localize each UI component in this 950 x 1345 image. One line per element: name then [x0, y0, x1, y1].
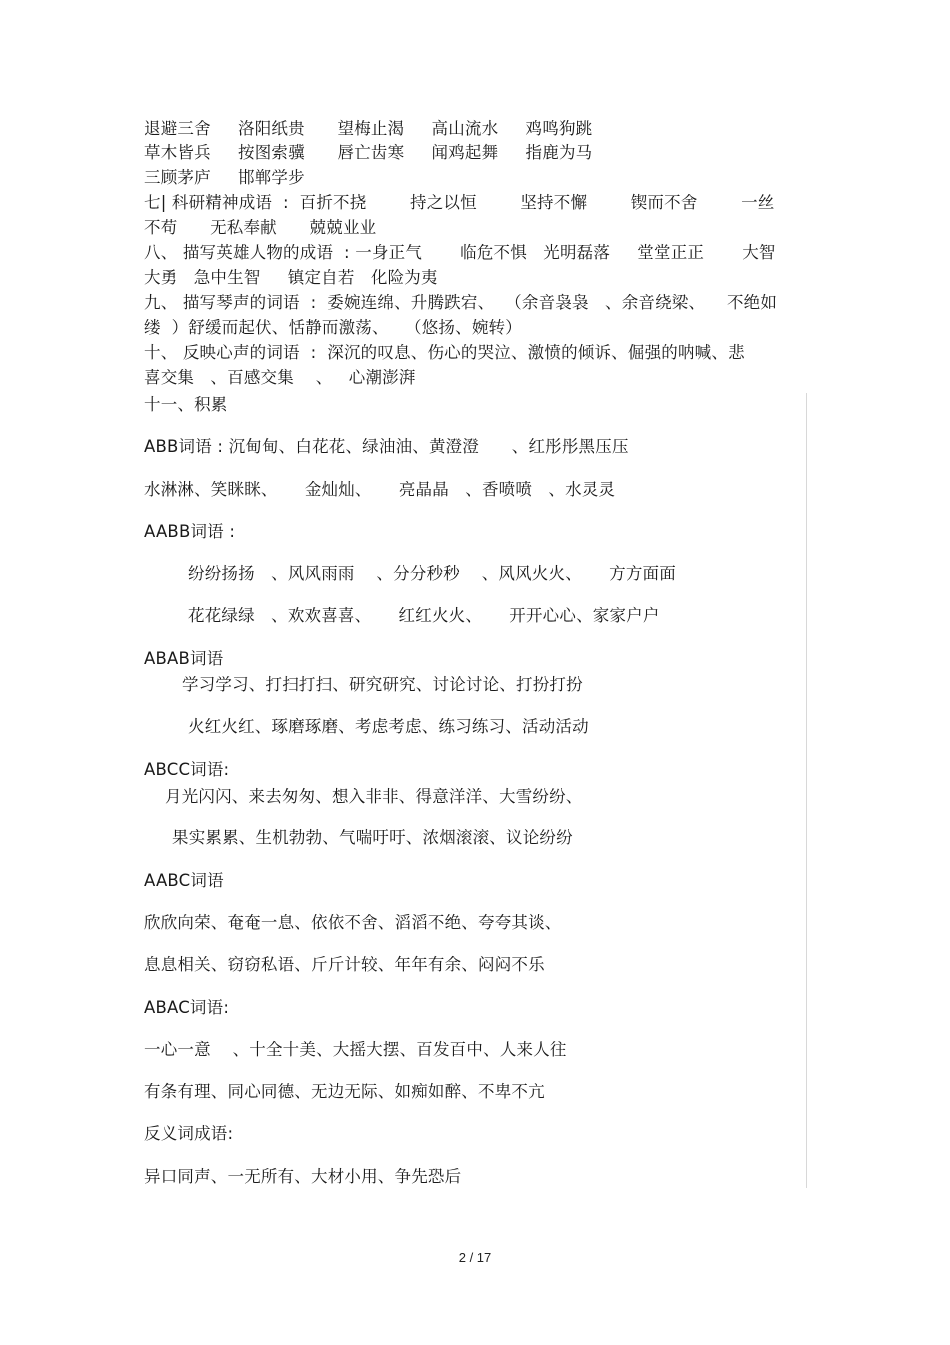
text-line: 喜交集 、百感交集 、 心潮澎湃	[144, 368, 416, 387]
text-line: 花花绿绿 、欢欢喜喜、 红红火火、 开开心心、家家户户	[188, 606, 660, 625]
subheading: AABB词语 :	[144, 522, 236, 541]
text-line: 九、 描写琴声的词语 : 委婉连绵、升腾跌宕、 （余音袅袅 、余音绕梁、 不绝如	[144, 293, 778, 312]
text-line: 大勇 急中生智 镇定自若 化险为夷	[144, 268, 438, 287]
text-line: 果实累累、生机勃勃、气喘吁吁、浓烟滚滚、议论纷纷	[172, 828, 573, 847]
text-line: 欣欣向荣、奄奄一息、依依不舍、滔滔不绝、夸夸其谈、	[144, 913, 562, 932]
text-line: 七| 科研精神成语 : 百折不挠 持之以恒 坚持不懈 锲而不舍 一丝	[144, 193, 775, 212]
text-line: 息息相关、窃窃私语、斤斤计较、年年有余、闷闷不乐	[144, 955, 545, 974]
text-line: 不苟 无私奉献 兢兢业业	[144, 218, 377, 237]
text-line: 退避三舍 洛阳纸贵 望梅止渴 高山流水 鸡鸣狗跳	[144, 119, 593, 138]
text-line: 火红火红、琢磨琢磨、考虑考虑、练习练习、活动活动	[188, 717, 589, 736]
text-line: 草木皆兵 按图索骥 唇亡齿寒 闻鸡起舞 指鹿为马	[144, 143, 593, 162]
subheading: AABC词语	[144, 871, 224, 890]
text-line: 八、 描写英雄人物的成语 : 一身正气 临危不惧 光明磊落 堂堂正正 大智	[144, 243, 776, 262]
subheading: ABCC词语:	[144, 760, 230, 779]
text-line: 缕 ）舒缓而起伏、恬静而激荡、 （悠扬、婉转）	[144, 318, 522, 337]
text-line: 一心一意 、十全十美、大摇大摆、百发百中、人来人往	[144, 1040, 567, 1059]
text-line: 异口同声、一无所有、大材小用、争先恐后	[144, 1167, 462, 1186]
text-line: 有条有理、同心同德、无边无际、如痴如醉、不卑不亢	[144, 1082, 545, 1101]
text-line: 月光闪闪、来去匆匆、想入非非、得意洋洋、大雪纷纷、	[165, 787, 583, 806]
page-number: 2 / 17	[458, 1250, 492, 1265]
subheading: ABAB词语	[144, 649, 224, 668]
section-heading: 十一、积累	[144, 395, 228, 414]
text-line: 三顾茅庐 邯郸学步	[144, 168, 305, 187]
text-line: 十、 反映心声的词语 : 深沉的叹息、伤心的哭泣、激愤的倾诉、倔强的呐喊、悲	[144, 343, 745, 362]
text-line: ABB词语 : 沉甸甸、白花花、绿油油、黄澄澄 、红彤彤黑压压	[144, 437, 629, 456]
text-line: 纷纷扬扬 、风风雨雨 、分分秒秒 、风风火火、 方方面面	[188, 564, 676, 583]
text-line: 水淋淋、笑眯眯、 金灿灿、 亮晶晶 、香喷喷 、水灵灵	[144, 480, 616, 499]
subheading: ABAC词语:	[144, 998, 230, 1017]
text-line: 学习学习、打扫打扫、研究研究、讨论讨论、打扮打扮	[182, 675, 583, 694]
vertical-rule	[806, 393, 807, 1188]
subheading: 反义词成语:	[144, 1124, 234, 1143]
